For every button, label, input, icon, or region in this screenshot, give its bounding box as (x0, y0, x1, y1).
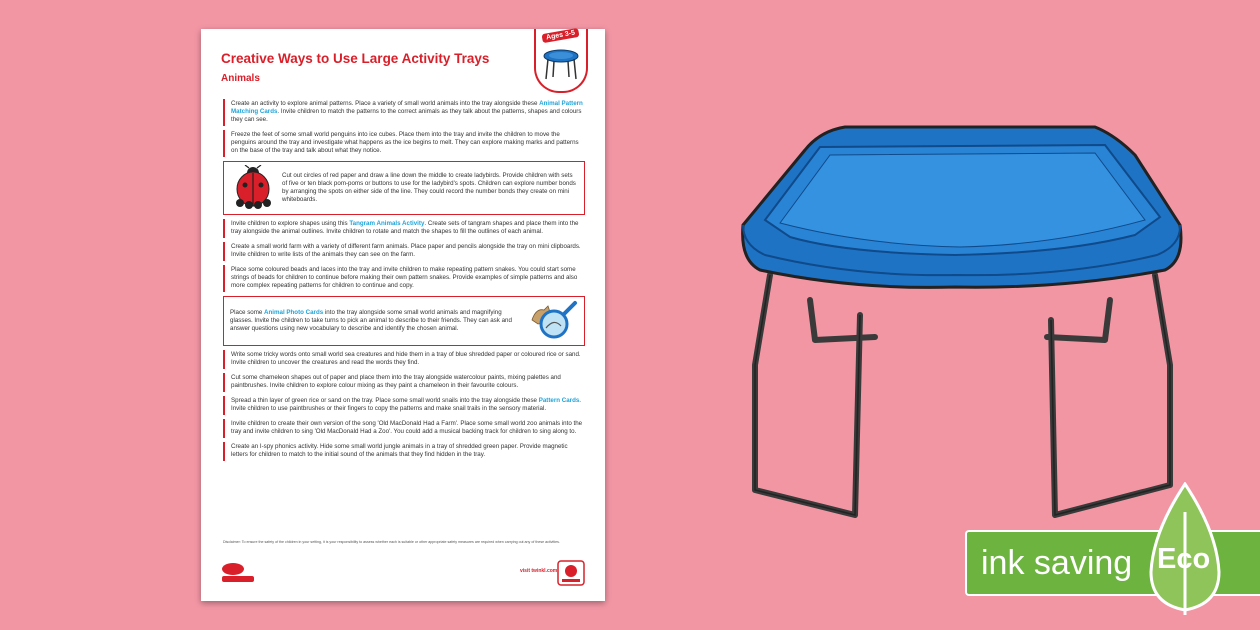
ladybird-icon (230, 165, 276, 211)
activity-item: Create an activity to explore animal patterns. Place a variety of small world animals into the tray alongside these Animal Pattern Matching Cards. Invite children to match the patterns to the correct animals as they talk about the patterns, shapes and colours they can see. (223, 99, 585, 126)
age-badge (534, 29, 588, 93)
activity-sheet (201, 29, 605, 601)
quality-seal-icon (556, 560, 586, 586)
document-subtitle: Animals (221, 73, 260, 84)
activity-item-featured: Cut out circles of red paper and draw a line down the middle to create ladybirds. Provide children with sets of five or ten black pom-poms or buttons to use for the ladybird's spots. Children can explore number bonds by arranging the spots on either side of the line. They could record the number bonds they create on mini whiteboards. (223, 161, 585, 215)
twinkl-foundations-logo (221, 562, 255, 584)
activity-item: Write some tricky words onto small world sea creatures and hide them in a tray of blue shredded paper or coloured rice or sand. Invite children to uncover the creatures and read the words they find. (223, 350, 585, 369)
activity-item: Spread a thin layer of green rice or sand on the tray. Place some small world snails into the tray alongside these Pattern Cards. Invite children to use paintbrushes or their fingers to copy the patterns and make snail trails in the sensory material. (223, 396, 585, 415)
document-title: Creative Ways to Use Large Activity Trays (221, 51, 490, 66)
activity-item: Create a small world farm with a variety of different farm animals. Place paper and pencils alongside the tray on mini clipboards. Invite children to write lists of the animals they can see on the farm. (223, 242, 585, 261)
footer-site-link[interactable]: visit twinkl.com (520, 568, 558, 574)
activity-item: Place some coloured beads and laces into the tray and invite children to make repeating pattern snakes. You could start some strings of beads for children to continue before making their own pattern snakes. Provide examples of simple patterns and also more complex repeating patterns for children to continue and copy. (223, 265, 585, 292)
age-badge-label: Ages 3-5 (542, 28, 580, 43)
activity-item: Invite children to explore shapes using this Tangram Animals Activity. Create sets of tangram shapes and place them into the tray alongside the animal outlines. Invite children to rotate and match the shapes to fill the outlines of each animal. (223, 219, 585, 238)
pattern-cards-link[interactable]: Pattern Cards (538, 397, 580, 404)
animal-pattern-matching-cards-link[interactable]: Animal Pattern Matching Cards (231, 100, 583, 115)
activity-item: Invite children to create their own version of the song 'Old MacDonald Had a Farm'. Place some small world zoo animals into the tray and invite children to sing 'Old MacDonald Had a Zoo'. You could add a musical backing track for children to sing along to. (223, 419, 585, 438)
magnifying-glass-icon (528, 300, 578, 342)
animal-photo-cards-link[interactable]: Animal Photo Cards (264, 309, 324, 316)
ink-saving-label: ink saving (981, 544, 1133, 582)
activity-item: Create an I-spy phonics activity. Hide some small world jungle animals in a tray of shredded green paper. Provide magnetic letters for children to match to the initial sound of the animals that they find hidden in the tray. (223, 442, 585, 461)
activity-item-featured: Place some Animal Photo Cards into the tray alongside some small world animals and magnifying glasses. Invite the children to take turns to pick an animal to describe to their friends. They can ask and answer questions using new vocabulary to describe and identify the chosen animal. (223, 296, 585, 346)
activity-tray-illustration (735, 105, 1185, 525)
eco-label: Eco (1157, 543, 1211, 575)
activity-list (223, 99, 585, 465)
disclaimer-text: Disclaimer: To ensure the safety of the children in your setting, it is your responsibility to assess whether each is suitable or other appropriate safety measures are required when carrying out any of these activities. (223, 540, 560, 544)
tangram-animals-activity-link[interactable]: Tangram Animals Activity (349, 220, 425, 227)
activity-tray-icon (541, 47, 581, 83)
activity-item: Freeze the feet of some small world penguins into ice cubes. Place them into the tray and invite the children to move the penguins around the tray and investigate what happens as the ice begins to melt. They can explore making marks and patterns on the base of the tray and talk about what they notice. (223, 130, 585, 157)
activity-item: Cut some chameleon shapes out of paper and place them into the tray alongside watercolour paints, mixing palettes and paintbrushes. Invite children to explore colour mixing as they paint a chameleon in their favourite colours. (223, 373, 585, 392)
